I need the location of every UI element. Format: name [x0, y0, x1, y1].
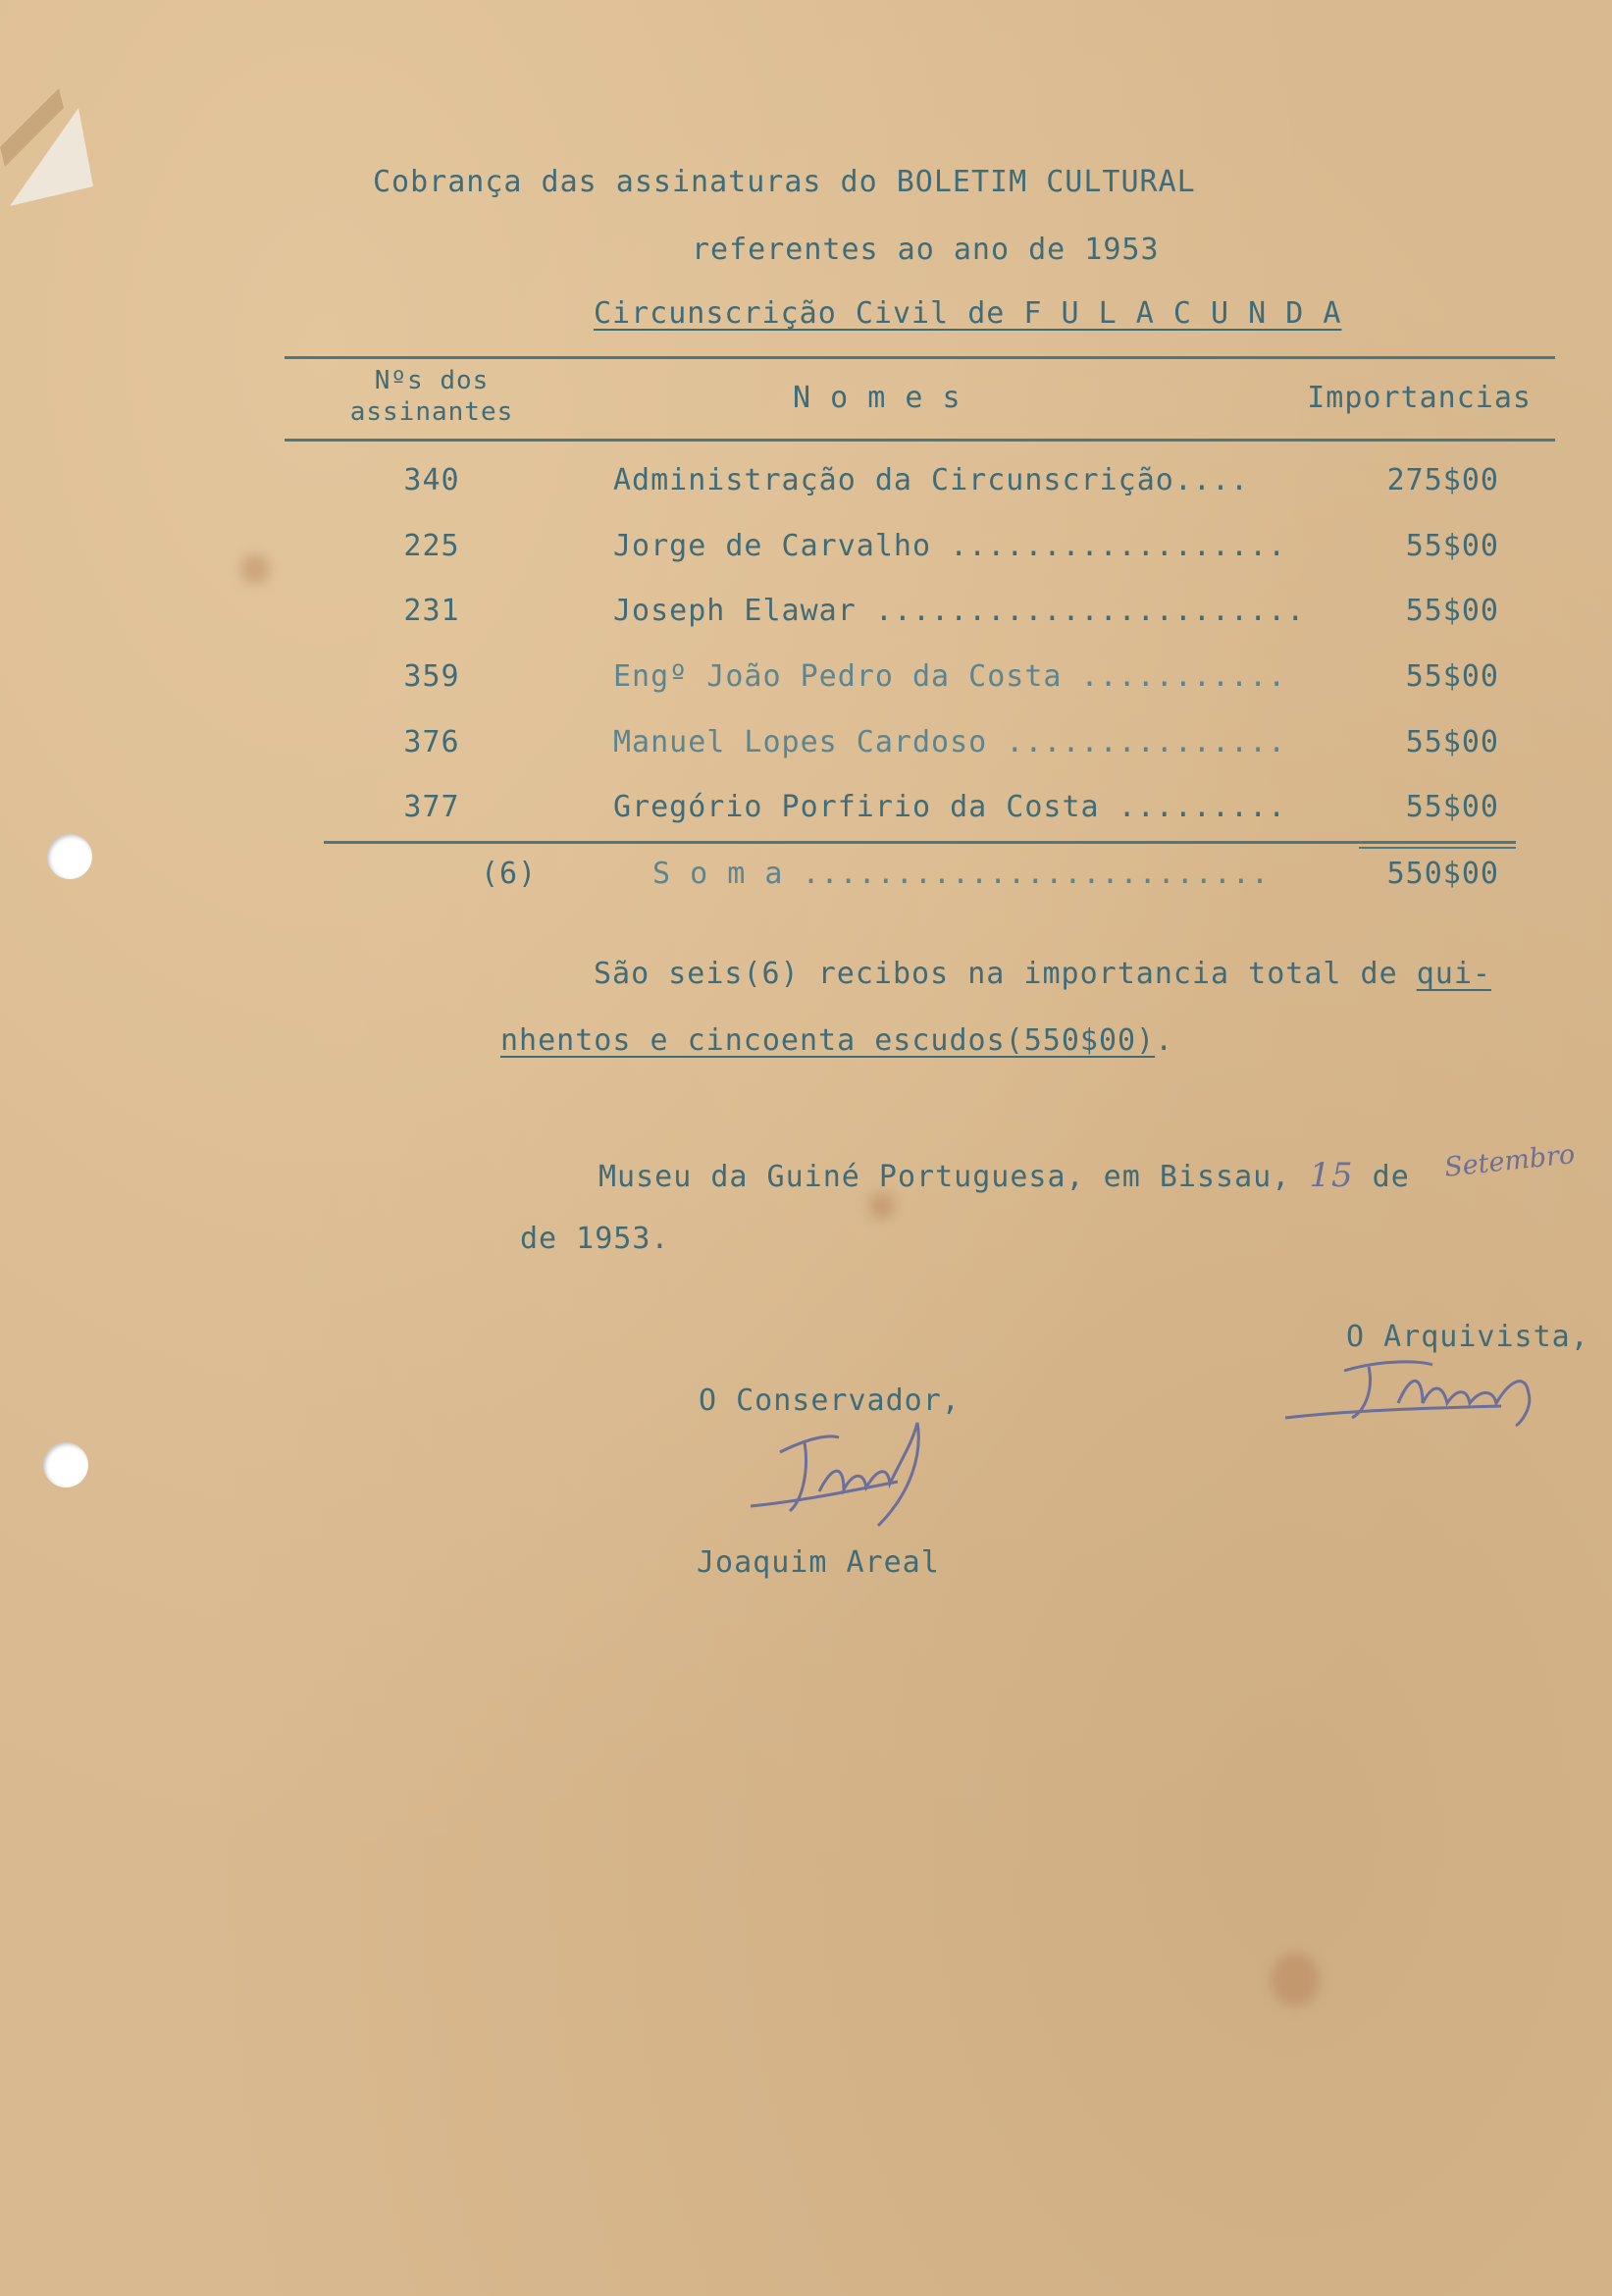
summary-line-1 [594, 957, 1491, 991]
summary-end: . [1155, 1023, 1174, 1058]
table-row [0, 463, 1612, 502]
table-row [0, 725, 1612, 764]
conservador-title: O Conservador, [699, 1383, 961, 1418]
subscriber-number: 359 [403, 659, 460, 694]
handwritten-day: 15 [1309, 1156, 1354, 1195]
total-rule-2 [1359, 847, 1516, 849]
summary-text: São seis(6) recibos na importancia total de [594, 957, 1417, 991]
table-row [0, 659, 1612, 699]
total-rule-1 [324, 841, 1516, 844]
summary-text-underlined: qui- [1416, 957, 1491, 991]
total-label: S o m a ......................... [652, 857, 1271, 891]
column-header-amounts: Importancias [1307, 381, 1532, 415]
subscriber-number: 225 [403, 529, 460, 563]
column-header-number-line2: assinantes [349, 397, 514, 427]
conservador-signature [741, 1413, 986, 1544]
subscriber-name: Administração da Circunscrição.... [613, 463, 1250, 497]
conservador-name: Joaquim Areal [697, 1545, 940, 1580]
table-row [0, 594, 1612, 633]
table-header-rule [285, 439, 1555, 442]
column-header-number [324, 365, 540, 428]
table-top-rule [285, 356, 1555, 359]
subscriber-amount: 55$00 [1405, 725, 1499, 759]
handwritten-month: Setembro [1442, 1139, 1577, 1183]
subscriber-name: Manuel Lopes Cardoso ............... [613, 725, 1287, 759]
arquivista-signature [1275, 1349, 1599, 1436]
table-row [0, 790, 1612, 829]
place-date-line [598, 1156, 1410, 1195]
subscriber-amount: 55$00 [1405, 659, 1499, 694]
punch-hole-bottom [43, 1442, 88, 1487]
district-heading: Circunscrição Civil de F U L A C U N D A [594, 296, 1342, 331]
stain-mark [1271, 1953, 1320, 2007]
column-header-names: N o m e s [793, 381, 962, 415]
subscriber-number: 377 [403, 790, 460, 824]
subscriber-amount: 55$00 [1405, 529, 1499, 563]
subscriber-name: Jorge de Carvalho .................. [613, 529, 1287, 563]
subscriber-amount: 55$00 [1405, 594, 1499, 628]
subscriber-number: 376 [403, 725, 460, 759]
subscriber-name: Joseph Elawar ....................... [613, 594, 1306, 628]
summary-amount-words: nhentos e cincoenta escudos(550$00) [500, 1023, 1156, 1058]
summary-line-2 [500, 1023, 1173, 1058]
total-row [0, 857, 1612, 896]
table-row [0, 529, 1612, 568]
subscriber-name: Engº João Pedro da Costa ........... [613, 659, 1287, 694]
document-subtitle: referentes ao ano de 1953 [692, 233, 1160, 267]
document-title: Cobrança das assinaturas do BOLETIM CULTURAL [373, 165, 1196, 199]
stain-mark [868, 1192, 896, 1220]
subscriber-number: 231 [403, 594, 460, 628]
date-year: de 1953. [520, 1222, 670, 1256]
subscriber-number: 340 [403, 463, 460, 497]
place-text: Museu da Guiné Portuguesa, em Bissau, [598, 1160, 1310, 1194]
subscriber-name: Gregório Porfirio da Costa ......... [613, 790, 1287, 824]
total-count: (6) [481, 857, 538, 891]
place-text-de: de [1353, 1160, 1410, 1194]
subscriber-amount: 275$00 [1386, 463, 1499, 497]
subscriber-amount: 55$00 [1405, 790, 1499, 824]
total-amount: 550$00 [1386, 857, 1499, 891]
arquivista-title: O Arquivista, [1346, 1320, 1589, 1354]
column-header-number-line1: Nºs dos [374, 366, 490, 395]
